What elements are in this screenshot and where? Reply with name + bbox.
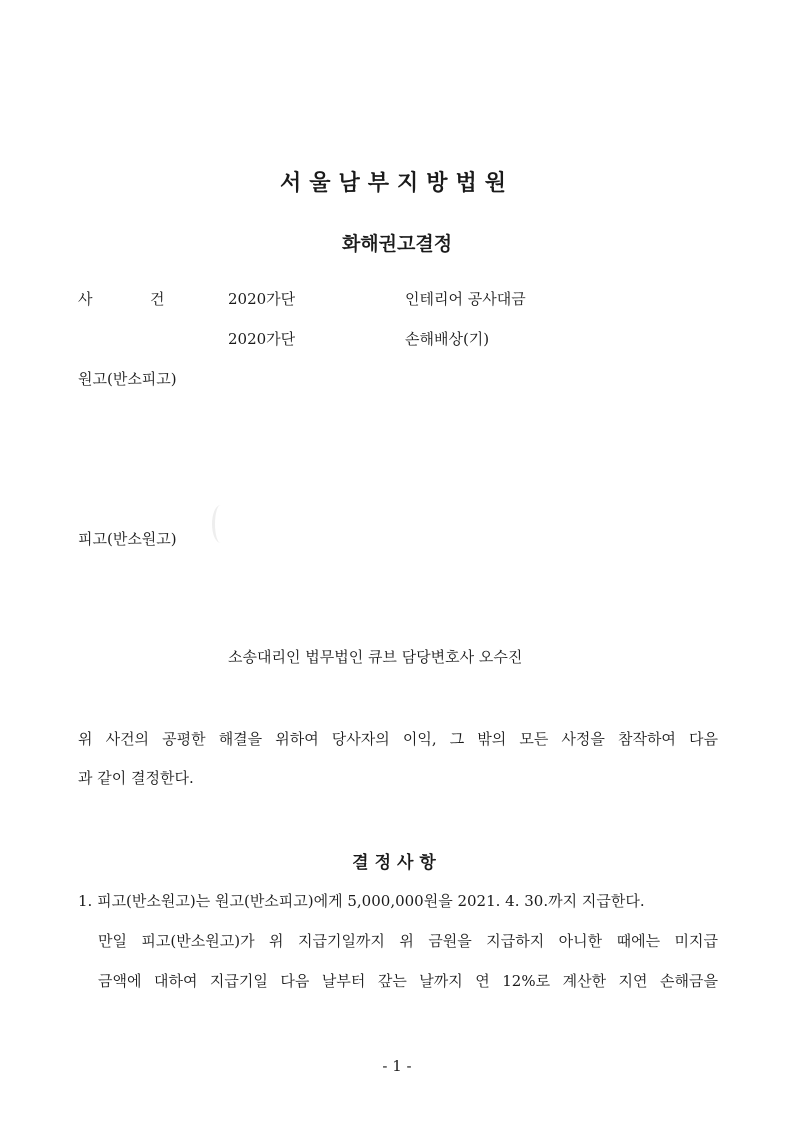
decision-item-line: 1. 피고(반소원고)는 원고(반소피고)에게 5,000,000원을 2021. 4. 30.까지 지급한다. [78, 892, 645, 910]
plaintiff-label: 원고(반소피고) [78, 370, 177, 388]
defendant-agent: 소송대리인 법무법인 큐브 담당변호사 오수진 [228, 648, 523, 666]
case-name: 인테리어 공사대금 [405, 290, 526, 308]
preamble-line: 과 같이 결정한다. [78, 769, 194, 787]
decision-item-line: 금액에 대하여 지급기일 다음 날부터 갚는 날까지 연 12%로 계산한 지연 손해금을 [98, 972, 718, 990]
case-number: 2020가단 [228, 290, 296, 308]
scan-artifact [212, 505, 229, 543]
section-heading: 결정사항 [352, 853, 442, 873]
case-label-second: 건 [150, 290, 165, 308]
case-label-first: 사 [78, 290, 93, 308]
document-title: 화해권고결정 [341, 233, 453, 255]
court-name: 서울남부지방법원 [279, 171, 515, 196]
case-name: 손해배상(기) [405, 330, 490, 348]
decision-item-line: 만일 피고(반소원고)가 위 지급기일까지 위 금원을 지급하지 아니한 때에는 미지급 [98, 932, 718, 950]
case-number: 2020가단 [228, 330, 296, 348]
page-number: - 1 - [382, 1057, 412, 1075]
preamble-line: 위 사건의 공평한 해결을 위하여 당사자의 이익, 그 밖의 모든 사정을 참작하여 다음 [78, 730, 718, 748]
defendant-label: 피고(반소원고) [78, 530, 177, 548]
